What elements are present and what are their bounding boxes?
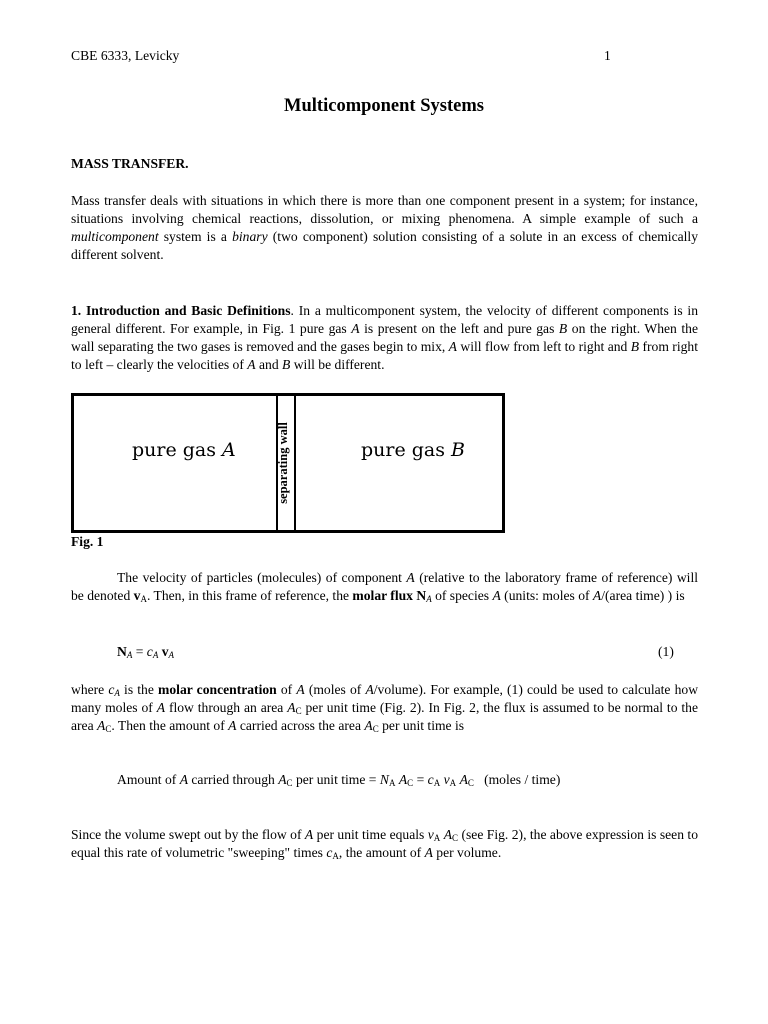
subsection-heading: 1. Introduction and Basic Definitions xyxy=(71,303,291,318)
wall-label: separating wall xyxy=(276,422,290,504)
paragraph-intro: Mass transfer deals with situations in which there is more than one component present in a system; for instance, situations involving chemical reactions, dissolution, or mixing phenomena. A simple example of such a multicomponent system is a binary (two component) solution consisting of a solute in an excess of chemically different solvent. xyxy=(71,193,698,262)
equation-number: (1) xyxy=(658,644,674,659)
gas-a-label: pure gas A xyxy=(132,439,236,461)
equation-amount: Amount of A carried through $A_C$ per unit time = $N_A$ $A_C = c_A$ $v_A$ $A_C$ (moles / time) xyxy=(117,772,561,788)
gas-b-label: pure gas B xyxy=(361,439,466,461)
paragraph-molar-flux: The velocity of particles (molecules) of component A (relative to the laboratory frame of reference) will be denoted $v_A$. Then, in this frame of reference, the molar flux $N_A$ of species A (units: moles of A/(area time) ) is xyxy=(71,570,698,604)
paragraph-definitions: 1. Introduction and Basic Definitions. In a multicomponent system, the velocity of different components is in general different. For example, in Fig. 1 pure gas A is present on the left and pure gas B on the right. When the wall separating the two gases is removed and the gases begin to mix, A will flow from left to right and B from right to left – clearly the velocities of A and B will be different. xyxy=(71,303,698,372)
paragraph-concentration: where $c_A$ is the molar concentration of A (moles of A/volume). For example, (1) could be used to calculate how many moles of A flow through an area $A_C$ per unit time (Fig. 2). In Fig. 2, the flux is assumed to be normal to the area $A_C$. Then the amount of A carried across the area $A_C$ per unit time is xyxy=(71,682,699,734)
page-title: Multicomponent Systems xyxy=(284,96,484,116)
section-heading: MASS TRANSFER. xyxy=(71,156,189,171)
equation-1: $N_A = c_A$ $v_A$ xyxy=(117,644,175,660)
running-header: CBE 6333, Levicky xyxy=(71,48,180,63)
paragraph-volume-swept: Since the volume swept out by the flow of A per unit time equals $v_A$ $A_C$ (see Fig. 2), the above expression is seen to equal this rate of volumetric "sweeping" times $c_A$, the amount of A per volume. xyxy=(71,827,699,861)
figure-caption: Fig. 1 xyxy=(71,534,104,549)
page-number: 1 xyxy=(604,48,611,63)
figure-1-diagram xyxy=(71,393,505,533)
